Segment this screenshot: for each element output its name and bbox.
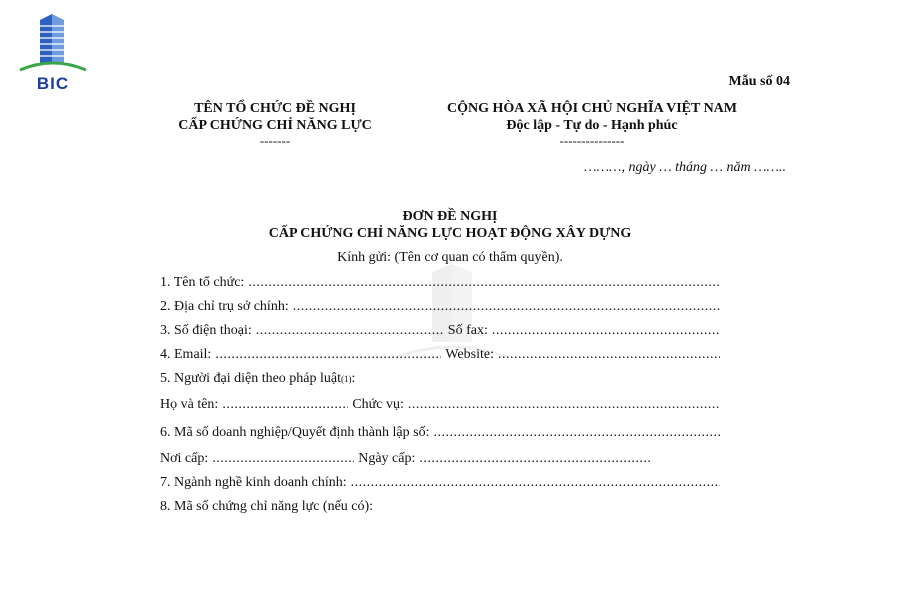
nation-line-1: CỘNG HÒA XÃ HỘI CHỦ NGHĨA VIỆT NAM (446, 101, 737, 116)
fill-line[interactable] (212, 450, 354, 468)
field-org-name (160, 274, 720, 292)
org-header (150, 100, 400, 134)
nation-line-2: Độc lập - Tự do - Hạnh phúc (506, 118, 678, 133)
colon: : (351, 371, 356, 386)
field-issue-place-date (160, 450, 650, 468)
field-label: 5. Người đại diện theo pháp luật (160, 371, 342, 386)
document-title: ĐƠN ĐỀ NGHỊ (402, 209, 498, 224)
field-phone-fax (160, 322, 720, 340)
field-label: 3. Số điện thoại: (160, 323, 252, 338)
fill-line[interactable] (293, 298, 720, 316)
field-business-line (160, 474, 720, 492)
fill-line[interactable] (492, 322, 720, 340)
field-label: Nơi cấp: (160, 451, 209, 466)
nation-divider: --------------- (559, 133, 625, 148)
field-label: 7. Ngành nghề kinh doanh chính: (160, 475, 347, 490)
field-label: Chức vụ: (352, 397, 404, 412)
building-logo-icon (18, 12, 88, 74)
fill-line[interactable] (215, 346, 441, 364)
org-line-2: CẤP CHỨNG CHỈ NĂNG LỰC (178, 118, 372, 133)
fill-line[interactable] (248, 274, 720, 292)
field-business-code (160, 424, 720, 442)
field-address (160, 298, 720, 316)
fill-line[interactable] (498, 346, 720, 364)
form-number: Mẫu số 04 (728, 74, 790, 89)
fill-line[interactable] (433, 424, 720, 442)
field-label: 8. Mã số chứng chỉ năng lực (nếu có): (160, 499, 374, 514)
fill-line[interactable] (351, 474, 720, 492)
field-label: Ngày cấp: (358, 451, 416, 466)
field-label: Họ và tên: (160, 397, 219, 412)
field-name-position (160, 396, 720, 414)
field-label: Số fax: (447, 323, 488, 338)
greeting: Kính gửi: (Tên cơ quan có thẩm quyền). (337, 250, 563, 265)
field-label: 1. Tên tổ chức: (160, 275, 245, 290)
fill-line[interactable] (419, 450, 650, 468)
org-divider: ------- (259, 133, 291, 148)
field-label: 6. Mã số doanh nghiệp/Quyết định thành lập số: (160, 425, 430, 440)
field-legal-rep (160, 370, 720, 388)
fill-line[interactable] (408, 396, 720, 414)
logo-text: BIC (36, 74, 70, 93)
fill-line[interactable] (256, 322, 444, 340)
date-line: ………, ngày … tháng … năm …….. (584, 160, 786, 175)
national-header (412, 100, 772, 134)
company-logo (18, 12, 88, 92)
field-certificate-code (160, 498, 720, 516)
org-line-1: TÊN TỔ CHỨC ĐỀ NGHỊ (194, 101, 356, 116)
document-subtitle: CẤP CHỨNG CHỈ NĂNG LỰC HOẠT ĐỘNG XÂY DỰNG (268, 226, 632, 241)
field-label: 2. Địa chỉ trụ sở chính: (160, 299, 289, 314)
field-label: 4. Email: (160, 347, 212, 362)
fill-line[interactable] (222, 396, 348, 414)
field-label: Website: (445, 347, 494, 362)
field-email-website (160, 346, 720, 364)
footnote-ref: (1) (341, 374, 352, 384)
